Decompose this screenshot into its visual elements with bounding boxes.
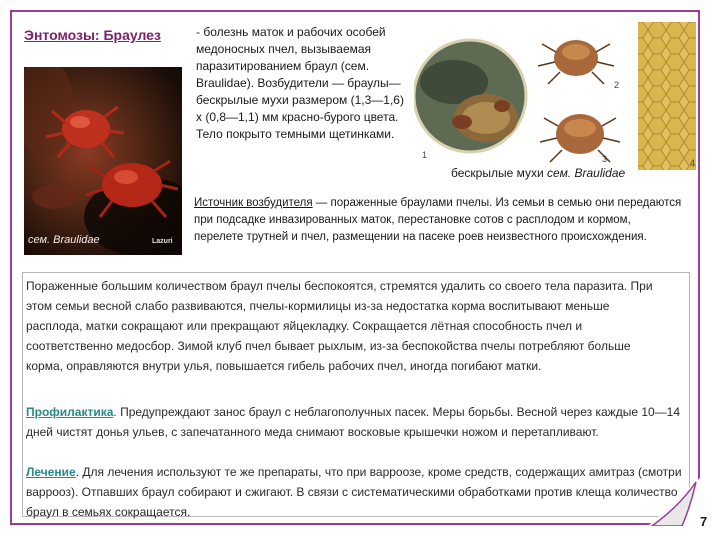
plate-caption-latin: сем. Braulidae bbox=[547, 166, 626, 180]
braula-photo-illustration bbox=[24, 67, 182, 255]
slide-title bbox=[24, 27, 161, 43]
plate-number-1: 1 bbox=[422, 150, 428, 160]
plate-number-2: 2 bbox=[614, 80, 620, 90]
braula-plate-illustration bbox=[414, 22, 696, 170]
page-number: 7 bbox=[700, 514, 708, 529]
source-text: — пораженные браулами пчелы. Из семьи в семью они передаются при подсадке инвазированных маток, перестановке сотов с расплодом и кормом, перелете трутней и пчел, размещении на пасеке роев неизвестного происхождения. bbox=[194, 197, 682, 243]
source-paragraph bbox=[194, 195, 682, 246]
treatment-text: . Для лечения используют те же препараты, что при варроозе, кроме средств, содержащих амитраз (смотри варрооз). Отпавших браул собирают и сжигают. В связи с систематическими обработками против клеща количество браул в семьях сокращается. bbox=[26, 465, 682, 519]
photo-credit: Lazuri bbox=[152, 238, 173, 245]
page-curl-icon bbox=[648, 478, 700, 526]
plate-caption-prefix: бескрылые мухи bbox=[451, 166, 544, 180]
photo-caption: сем. Braulidae bbox=[28, 234, 100, 246]
intro-text: - болезнь маток и рабочих особей медоносных пчел, вызываемая паразитированием браул (сем. Braulidae). Возбудители — браулы— бескрылые мухи размером (1,3—1,6) х (0,8—1,1) мм красно-бурого цвета. Тело покрыто темными щетинками. bbox=[196, 25, 404, 141]
title-sub: Браулез bbox=[103, 27, 161, 43]
symptoms-paragraph: Пораженные большим количеством браул пчелы беспокоятся, стремятся удалить со своего тела паразита. При этом семьи весной слабо развиваются, пчелы-кормилицы из-за недостатка корма воспитывают меньше расплода, матки сокращают или прекращают яйцекладку. Сокращается лётная способность пчел и соответственно медосбор. Зимой клуб пчел бывает рыхлым, из-за беспокойства пчелы потребляют больше корма, оправляются внутри улья, повышается гибель рабочих пчел, иногда погибают матки. bbox=[26, 279, 653, 373]
plate-fly-bottom bbox=[540, 114, 620, 162]
plate-caption bbox=[451, 166, 625, 180]
prevention-link[interactable]: Профилактика bbox=[26, 405, 114, 419]
plate-number-3: 3 bbox=[602, 154, 608, 164]
plate-number-4: 4 bbox=[690, 158, 696, 168]
title-main: Энтомозы: bbox=[24, 27, 100, 43]
plate-fly-top bbox=[538, 40, 614, 84]
prevention-text: . Предупреждают занос браул с неблагополучных пасек. Меры борьбы. Весной через каждые 10—14 дней чистят донья ульев, с запечатанного меда снимают восковые крышечки ножом и перетапливают. bbox=[26, 405, 681, 439]
source-link[interactable]: Источник возбудителя bbox=[194, 197, 313, 209]
braula-plate bbox=[414, 22, 696, 170]
braula-photo bbox=[24, 67, 182, 255]
treatment-paragraph bbox=[26, 462, 686, 522]
treatment-link[interactable]: Лечение bbox=[26, 465, 76, 479]
prevention-paragraph bbox=[26, 402, 696, 442]
